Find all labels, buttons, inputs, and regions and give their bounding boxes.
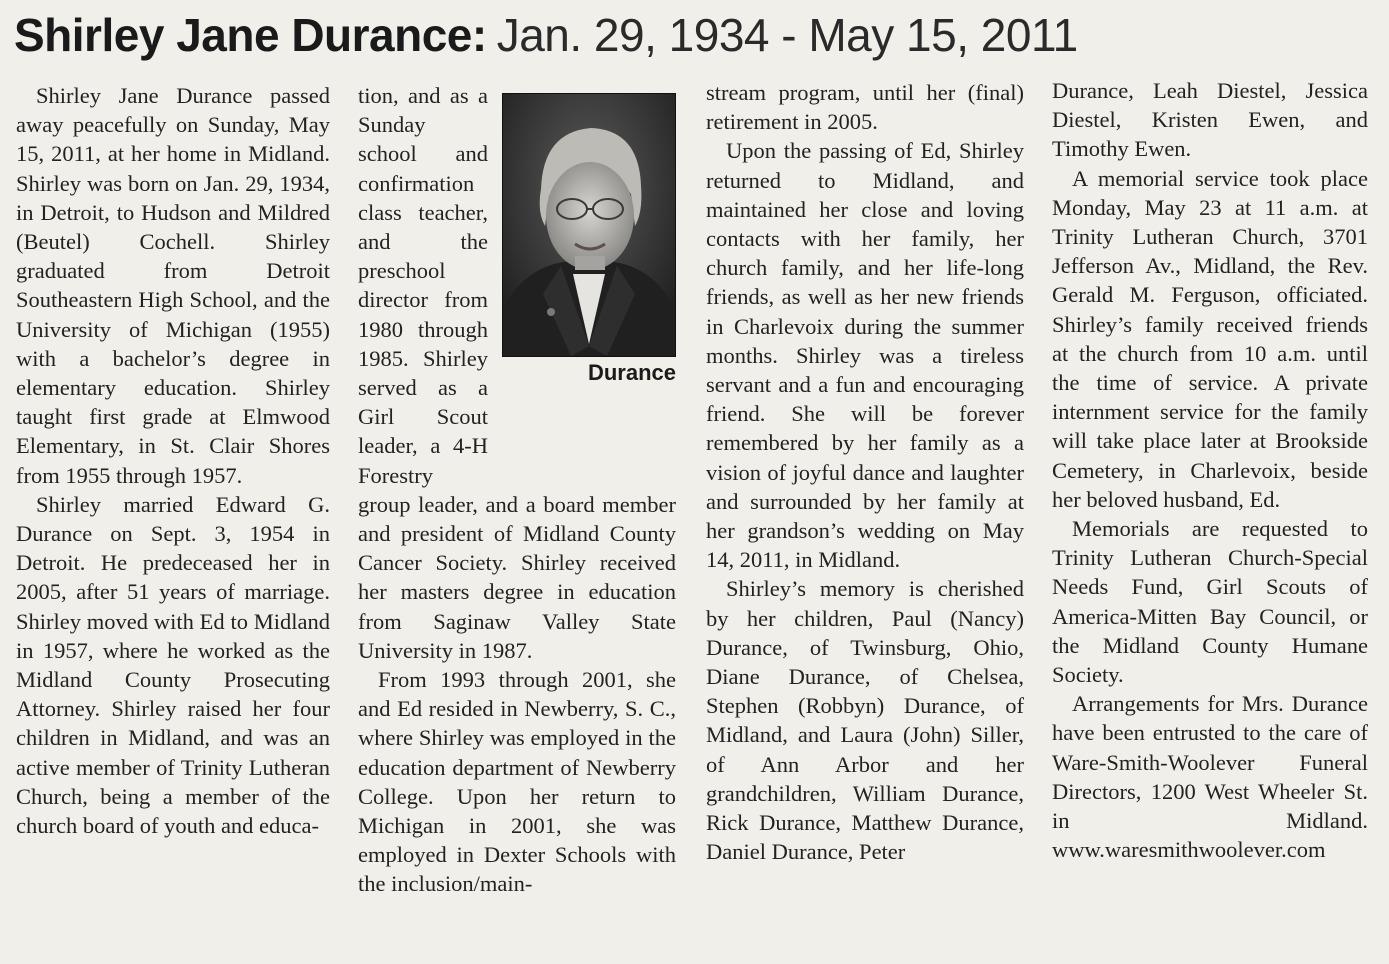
paragraph: Shirley Jane Durance passed away peacefully on Sunday, May 15, 2011, at her home in Midland. Shirley was born on Jan. 29, 1934, in Detroit, to Hudson and Mildred (Beutel) Cochell. Shirley graduated from Detroit Southeastern High School, and the University of Michigan (1955) with a bachelor’s degree in elementary education. Shirley taught first grade at Elmwood Elementary, in St. Clair Shores from 1955 through 1957.: [16, 83, 330, 488]
paragraph: A memorial service took place Monday, May 23 at 11 a.m. at Trinity Lutheran Church, 3701 Jefferson Av., Midland, the Rev. Gerald M. Ferguson, officiated. Shirley’s family received friends at the church from 10 a.m. until the time of service. A private internment service for the family will take place later at Brookside Cemetery, in Charlevoix, beside her beloved husband, Ed.: [1052, 165, 1368, 512]
paragraph: From 1993 through 2001, she and Ed resided in Newberry, S. C., where Shirley was employed in the education department of Newberry College. Upon her return to Michigan in 2001, she was employed in Dexter Schools with the inclusion/main-: [358, 667, 676, 897]
obituary-dates: Jan. 29, 1934 - May 15, 2011: [496, 9, 1078, 61]
paragraph: Durance, Leah Diestel, Jessica Diestel, Kristen Ewen, and Timothy Ewen.: [1052, 78, 1368, 162]
portrait-photo: [502, 93, 676, 357]
headline: [14, 2, 1384, 68]
obituary-name: Shirley Jane Durance:: [14, 9, 487, 61]
paragraph: Arrangements for Mrs. Durance have been entrusted to the care of Ware-Smith-Woolever Funeral Directors, 1200 West Wheeler St. in Midland. www.waresmithwoolever.com: [1052, 691, 1368, 863]
paragraph: Shirley married Edward G. Durance on Sept. 3, 1954 in Detroit. He predeceased her in 2005, after 51 years of marriage. Shirley moved with Ed to Midland in 1957, where he worked as the Midland County Prosecuting Attorney. Shirley raised her four children in Midland, and was an active member of Trinity Lutheran Church, being a member of the church board of youth and educa-: [16, 491, 330, 839]
paragraph: tion, and as a Sunday school and confirmation class teacher, and the preschool director from 1980 through 1985. Shirley served as a Girl Scout leader, a 4-H Forestry group leader, and a board member and president of Midland County Cancer Society. Shirley received her masters degree in education from Saginaw Valley State University in 1987.: [358, 83, 676, 663]
column-2: [358, 81, 676, 899]
photo-block: [498, 87, 676, 467]
column-1: [16, 81, 330, 840]
column-3: [706, 78, 1024, 866]
paragraph: Memorials are requested to Trinity Lutheran Church-Special Needs Fund, Girl Scouts of America-Mitten Bay Council, or the Midland County Humane Society.: [1052, 516, 1368, 688]
paragraph: Shirley’s memory is cherished by her children, Paul (Nancy) Durance, of Twinsburg, Ohio, Diane Durance, of Chelsea, Stephen (Robbyn) Durance, of Midland, and Laura (John) Siller, of Ann Arbor and her grandchildren, William Durance, Rick Durance, Matthew Durance, Daniel Durance, Peter: [706, 576, 1024, 865]
portrait-photo-icon: [503, 94, 675, 356]
paragraph: Upon the passing of Ed, Shirley returned to Midland, and maintained her close and loving contacts with her family, her church family, and her life-long friends, as well as her new friends in Charlevoix during the summer months. Shirley was a tireless servant and a fun and encouraging friend. She will be forever remembered by her family as a vision of joyful dance and laughter and surrounded by her family at her grandson’s wedding on May 14, 2011, in Midland.: [706, 138, 1024, 573]
photo-caption: Durance: [587, 360, 676, 385]
paragraph: stream program, until her (final) retirement in 2005.: [706, 80, 1024, 135]
column-4: [1052, 76, 1368, 864]
